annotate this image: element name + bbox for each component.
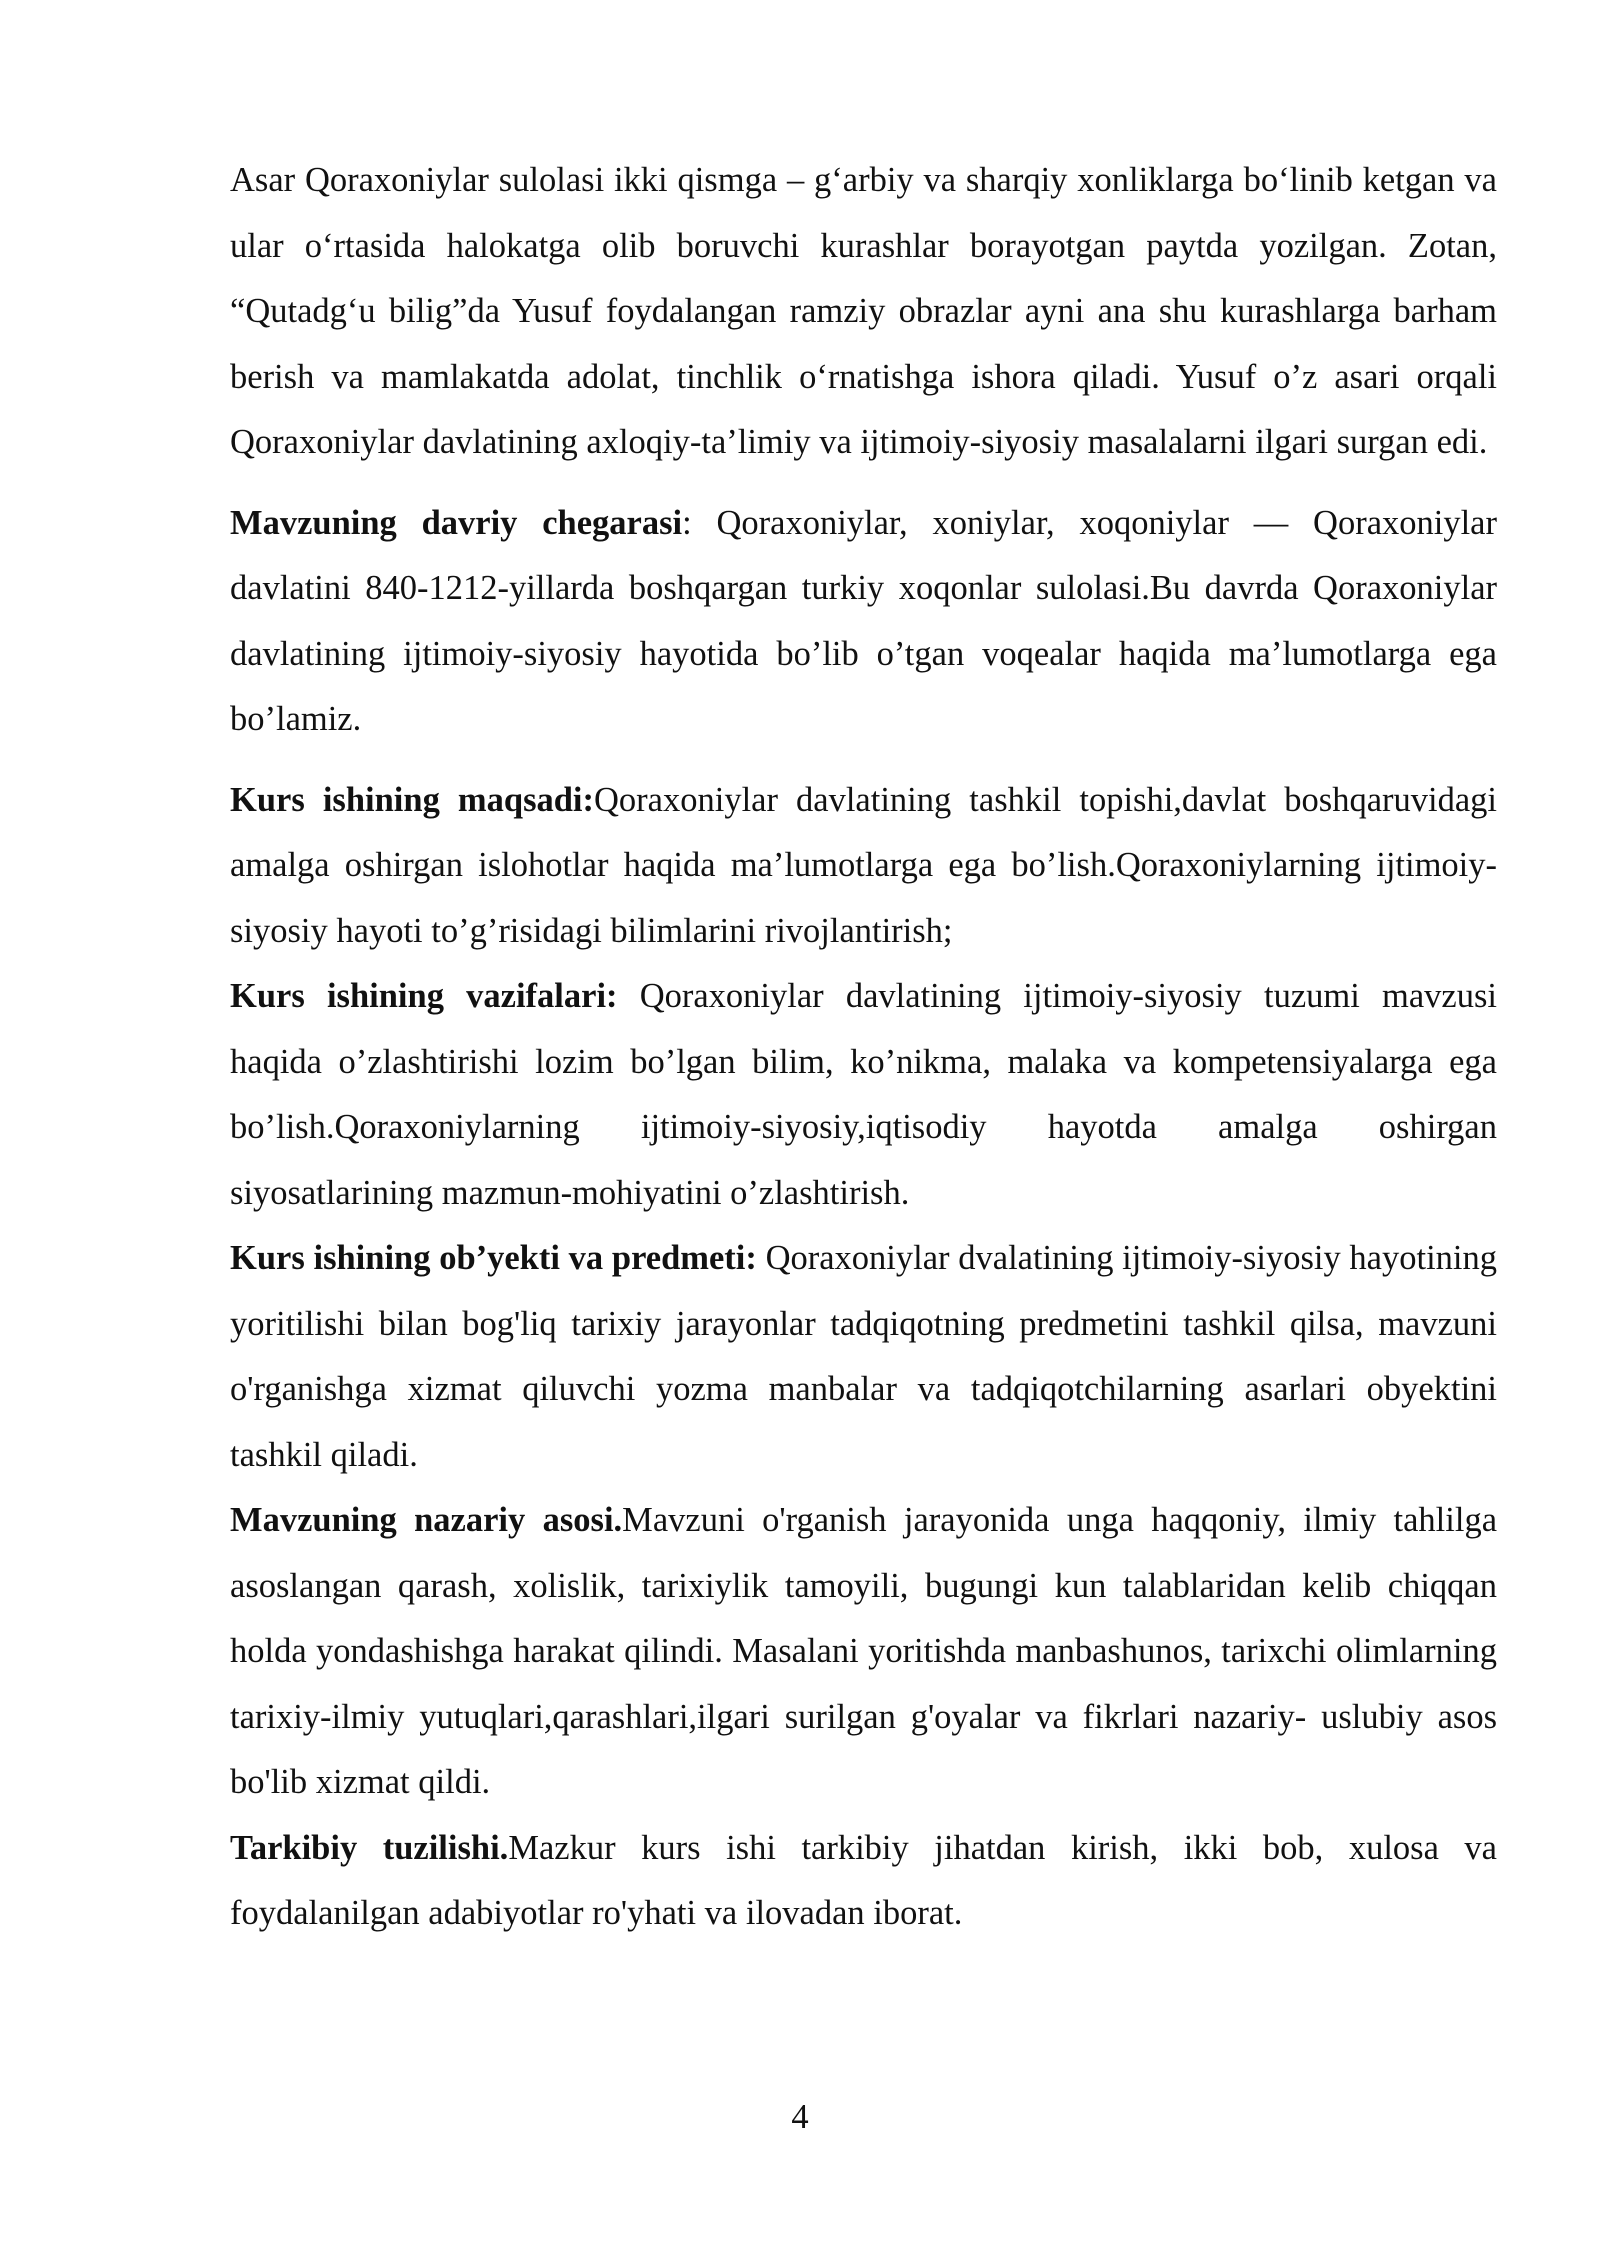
heading-goal: Kurs ishining maqsadi: [230, 780, 595, 819]
paragraph-theory [230, 1488, 1497, 1816]
paragraph-tasks [230, 964, 1497, 1226]
paragraph-goal [230, 768, 1497, 965]
paragraph-intro [230, 148, 1497, 476]
paragraph-structure [230, 1816, 1497, 1947]
heading-period: Mavzuning davriy chegarasi [230, 503, 683, 542]
page-body [230, 148, 1497, 1947]
heading-structure: Tarkibiy tuzilishi. [230, 1828, 509, 1867]
paragraph-intro-text: Asar Qoraxoniylar sulolasi ikki qismga – g‘arbiy va sharqiy xonliklarga bo‘linib ketgan va ular o‘rtasida halokatga olib boruvchi kurashlar borayotgan paytda yozilgan. Zotan, “Qutadg‘u bilig”da Yusuf foydalangan ramziy obrazlar ayni ana shu kurashlarga barham berish va mamlakatda adolat, tinchlik o‘rnatishga ishora qiladi. Yusuf o’z asari orqali Qoraxoniylar davlatining axloqiy-ta’limiy va ijtimoiy-siyosiy masalalarni ilgari surgan edi. [230, 161, 1497, 461]
paragraph-period [230, 491, 1497, 753]
heading-tasks: Kurs ishining vazifalari: [230, 977, 618, 1015]
heading-object: Kurs ishining ob’yekti va predmeti: [230, 1239, 757, 1277]
paragraph-theory-text: Mavzuni o'rganish jarayonida unga haqqoniy, ilmiy tahlilga asoslangan qarash, xolislik, tarixiylik tamoyili, bugungi kun talablaridan kelib chiqqan holda yondashishga harakat qilindi. Masalani yoritishda manbashunos, tarixchi olimlarning tarixiy-ilmiy yutuqlari,qarashlari,ilgari surilgan g'oyalar va fikrlari nazariy- uslubiy asos bo'lib xizmat qildi. [230, 1501, 1498, 1801]
paragraph-tasks-text: Qoraxoniylar davlatining ijtimoiy-siyosiy tuzumi mavzusi haqida o’zlashtirishi lozim bo’lgan bilim, ko’nikma, malaka va kompetensiyalarga ega bo’lish.Qoraxoniylarning ijtimoiy-siyosiy,iqtisodiy hayotda amalga oshirgan siyosatlarining mazmun-mohiyatini o’zlashtirish. [230, 977, 1497, 1212]
paragraph-period-text: : Qoraxoniylar, xoniylar, xoqoniylar — Qoraxoniylar davlatini 840-1212-yillarda boshqargan turkiy xoqonlar sulolasi.Bu davrda Qoraxoniylar davlatining ijtimoiy-siyosiy hayotida bo’lib o’tgan voqealar haqida ma’lumotlarga ega bo’lamiz. [230, 503, 1497, 738]
paragraph-object-text: Qoraxoniylar dvalatining ijtimoiy-siyosiy hayotining yoritilishi bilan bog'liq tarixiy jarayonlar tadqiqotning predmetini tashkil qilsa, mavzuni o'rganishga xizmat qiluvchi yozma manbalar va tadqiqotchilarning asarlari obyektini tashkil qiladi. [230, 1239, 1497, 1474]
paragraph-goal-text: Qoraxoniylar davlatining tashkil topishi,davlat boshqaruvidagi amalga oshirgan islohotlar haqida ma’lumotlarga ega bo’lish.Qoraxoniylarning ijtimoiy-siyosiy hayoti to’g’risidagi bilimlarini rivojlantirish; [230, 780, 1497, 950]
paragraph-object [230, 1226, 1497, 1488]
heading-theory: Mavzuning nazariy asosi. [230, 1501, 623, 1539]
paragraph-structure-text: Mazkur kurs ishi tarkibiy jihatdan kirish, ikki bob, xulosa va foydalanilgan adabiyotlar ro'yhati va ilovadan iborat. [230, 1828, 1497, 1932]
page-number: 4 [791, 2098, 809, 2136]
